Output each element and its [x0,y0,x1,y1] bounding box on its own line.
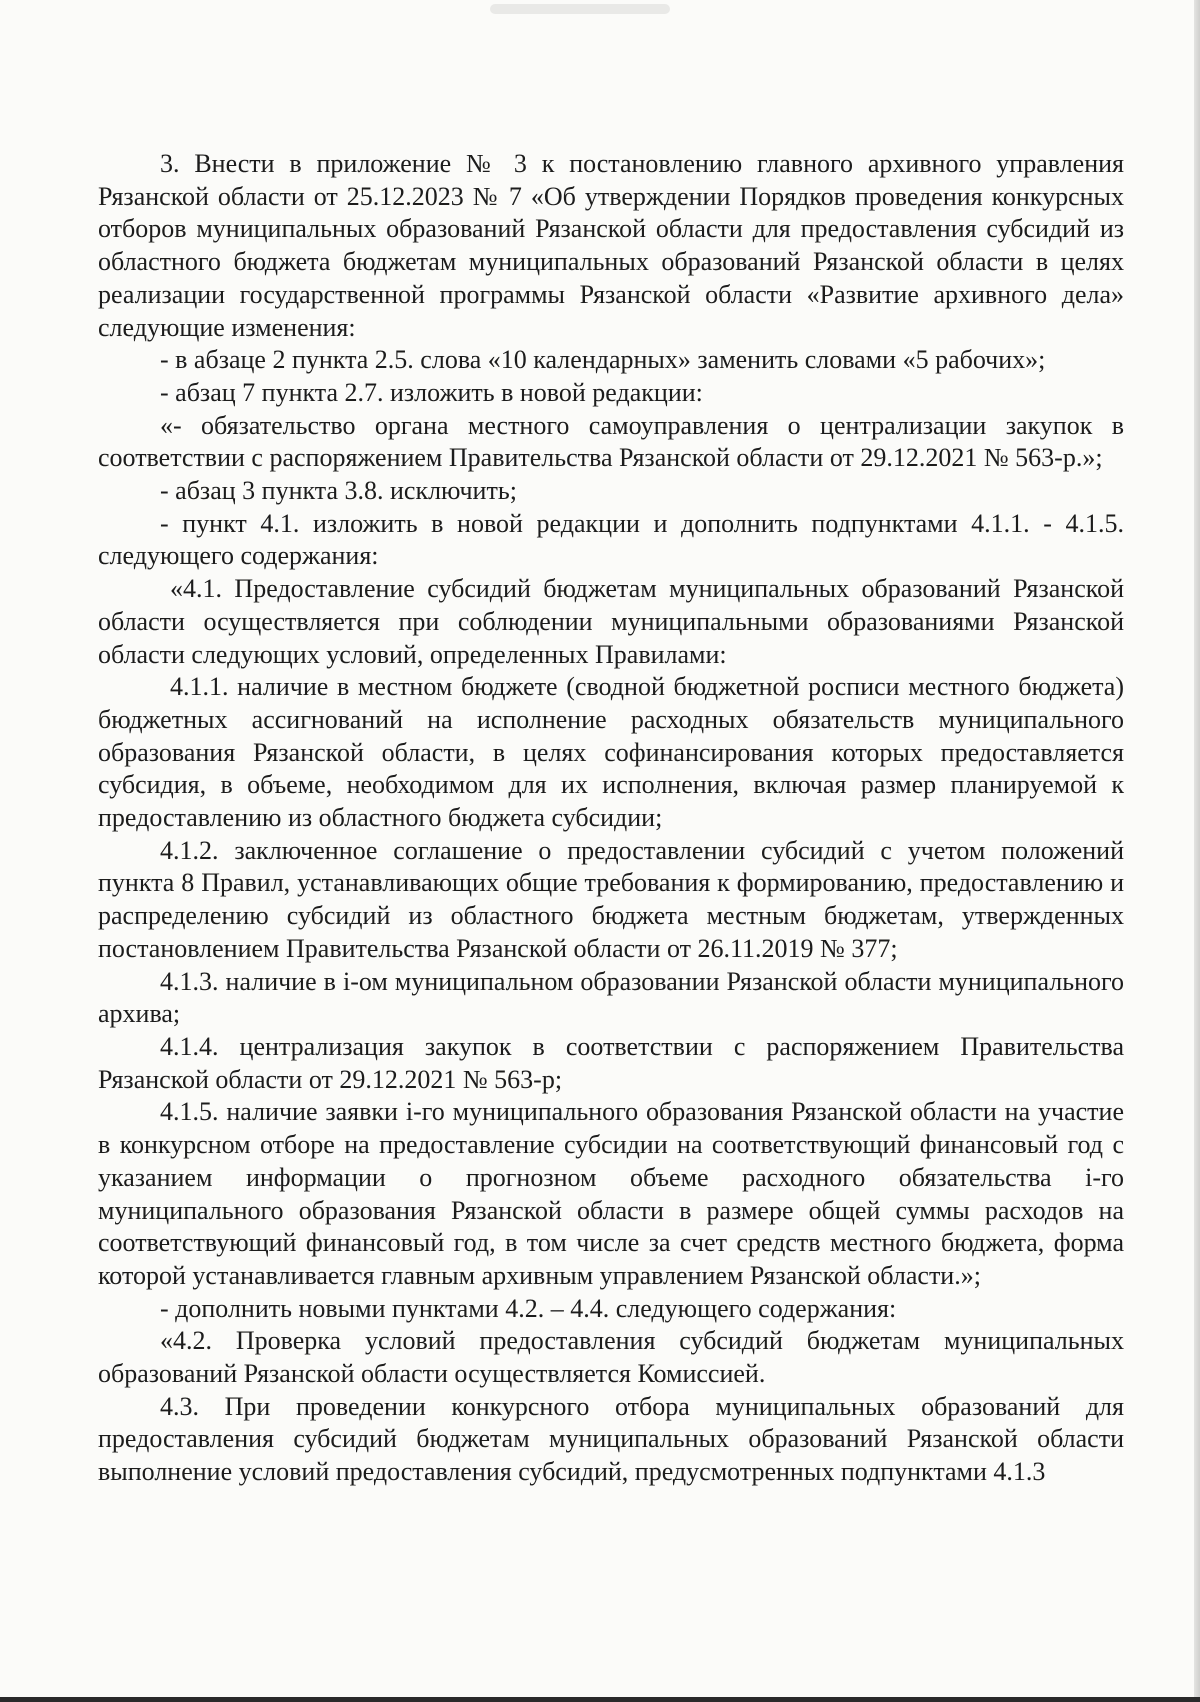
amendment-2-5: - в абзаце 2 пункта 2.5. слова «10 календарных» заменить словами «5 рабочих»; [160,345,1046,375]
clause-4-1-2: 4.1.2. заключенное соглашение о предоставлении субсидий с учетом положений пункта 8 Правил, устанавливающих общие требования к формированию, предоставлению и распределению субсидий из областного бюджета местным бюджетам, утвержденных постановлением Правительства Рязанской области от 26.11.2019 № 377; [98,835,1124,963]
scan-smudge [490,4,670,14]
clause-4-1-3: 4.1.3. наличие в i-ом муниципальном образовании Рязанской области муниципального архива; [98,966,1124,1029]
amendment-2-7: - абзац 7 пункта 2.7. изложить в новой редакции: [160,377,703,407]
document-body [98,148,1124,1489]
clause-4-1-5: 4.1.5. наличие заявки i-го муниципального образования Рязанской области на участие в конкурсном отборе на предоставление субсидии на соответствующий финансовый год с указанием информации о прогнозном объеме расходного обязательства i-го муниципального образования Рязанской области в размере общей суммы расходов на соответствующий финансовый год, в том числе за счет средств местного бюджета, форма которой устанавливается главным архивным управлением Рязанской области.»; [98,1097,1124,1290]
paragraph-item-3: 3. Внести в приложение № 3 к постановлению главного архивного управления Рязанской области от 25.12.2023 № 7 «Об утверждении Порядков проведения конкурсных отборов муниципальных образований Рязанской области для предоставления субсидий из областного бюджета бюджетам муниципальных образований Рязанской области в целях реализации государственной программы Рязанской области «Развитие архивного дела» следующие изменения: [98,149,1124,342]
amendment-4-1: - пункт 4.1. изложить в новой редакции и дополнить подпунктами 4.1.1. - 4.1.5. следующего содержания: [98,508,1124,571]
clause-4-1: «4.1. Предоставление субсидий бюджетам муниципальных образований Рязанской области осуществляется при соблюдении муниципальными образованиями Рязанской области следующих условий, определенных Правилами: [98,574,1124,669]
scan-edge-bottom [0,1697,1200,1702]
scan-edge-right [1194,0,1200,1702]
clause-4-1-4: 4.1.4. централизация закупок в соответствии с распоряжением Правительства Рязанской области от 29.12.2021 № 563-р; [98,1031,1124,1094]
amendment-3-8: - абзац 3 пункта 3.8. исключить; [160,476,517,506]
amendment-4-2-4-4: - дополнить новыми пунктами 4.2. – 4.4. следующего содержания: [160,1293,897,1323]
clause-4-3: 4.3. При проведении конкурсного отбора муниципальных образований для предоставления субсидий бюджетам муниципальных образований Рязанской области выполнение условий предоставления субсидий, предусмотренных подпунктами 4.1.3 [98,1391,1124,1487]
clause-4-1-1: 4.1.1. наличие в местном бюджете (сводной бюджетной росписи местного бюджета) бюджетных ассигнований на исполнение расходных обязательств муниципального образования Рязанской области, в целях софинансирования которых предоставляется субсидия, в объеме, необходимом для их исполнения, включая размер планируемой к предоставлению из областного бюджета субсидии; [98,672,1124,833]
amendment-2-7-text: «- обязательство органа местного самоуправления о централизации закупок в соответствии с распоряжением Правительства Рязанской области от 29.12.2021 № 563-р.»; [98,410,1124,473]
clause-4-2: «4.2. Проверка условий предоставления субсидий бюджетам муниципальных образований Рязанской области осуществляется Комиссией. [98,1326,1124,1389]
